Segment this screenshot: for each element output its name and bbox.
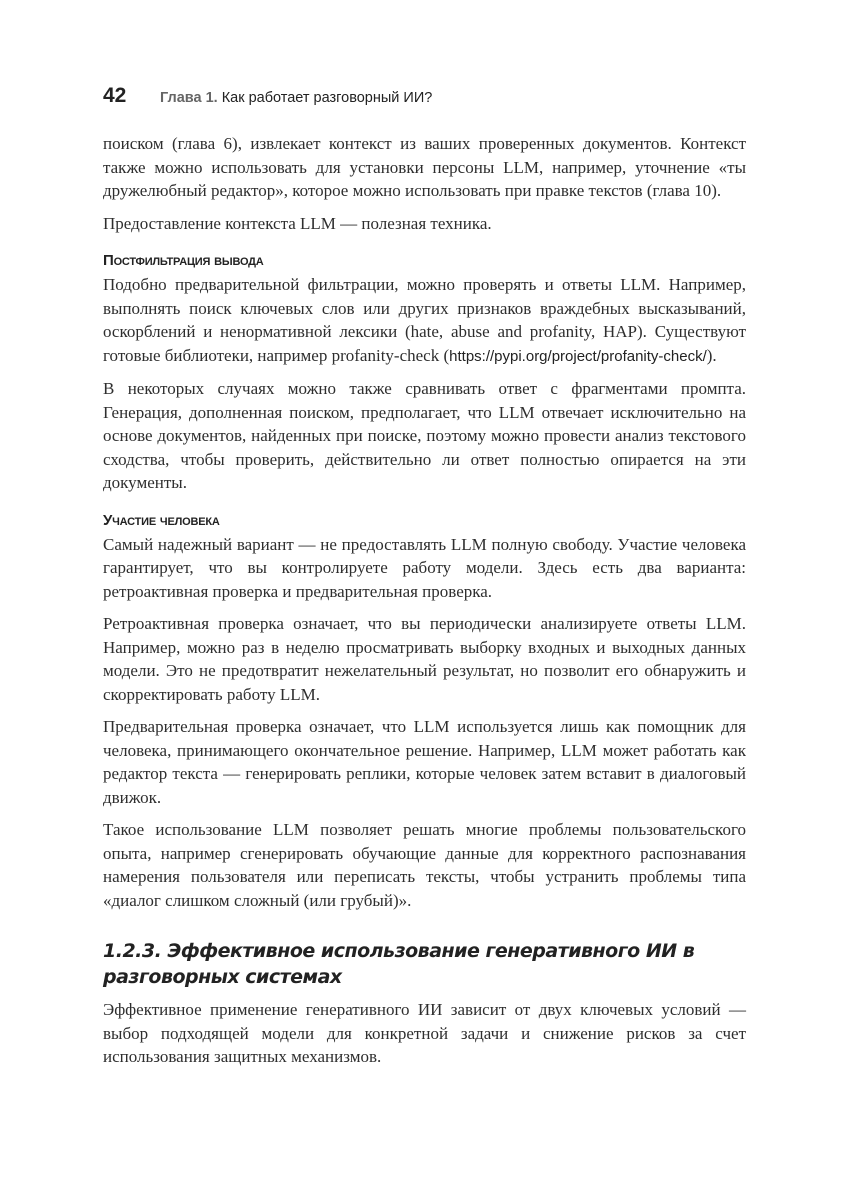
paragraph-text: ). <box>706 345 717 365</box>
paragraph <box>103 273 746 368</box>
subsection-heading-human: Участие человека <box>103 511 220 529</box>
paragraph: Предоставление контекста LLM — полезная техника. <box>103 213 492 233</box>
paragraph: Ретроактивная проверка означает, что вы периодически анализируете ответы LLM. Например, можно раз в неделю просматривать выборку входных и выходных данных модели. Это не предотвратит нежелательный результат, но позволит его обнаружить и скорректировать работу LLM. <box>103 614 746 704</box>
chapter-title: Как работает разговорный ИИ? <box>221 90 433 106</box>
book-page <box>103 84 746 1078</box>
paragraph: В некоторых случаях можно также сравнивать ответ с фрагментами промпта. Генерация, дополненная поиском, предполагает, что LLM отвечает исключительно на основе документов, найденных при поиске, поэтому можно провести анализ текстового сходства, чтобы проверить, действительно ли ответ полностью опирается на эти документы. <box>103 379 746 492</box>
chapter-label: Глава 1. <box>160 90 218 106</box>
page-number: 42 <box>103 84 127 107</box>
subsection-heading-postfilter: Постфильтрация вывода <box>103 252 264 269</box>
paragraph: поиском (глава 6), извлекает контекст из ваших проверенных документов. Контекст также можно использовать для установки персоны LLM, например, уточнение «ты дружелюбный редактор», которое можно использовать при правке текстов (глава 10). <box>103 134 746 200</box>
running-header <box>103 84 746 114</box>
profanity-check-link[interactable]: https://pypi.org/project/profanity-check/ <box>449 347 707 365</box>
paragraph: Самый надежный вариант — не предоставлять LLM полную свободу. Участие человека гарантирует, что вы контролируете работу модели. Здесь есть два варианта: ретроактивная проверка и предварительная проверка. <box>103 534 746 601</box>
paragraph: Предварительная проверка означает, что LLM используется лишь как помощник для человека, принимающего окончательное решение. Например, LLM может работать как редактор текста — генерировать реплики, которые человек затем вставит в диалоговый движок. <box>103 717 746 807</box>
section-heading: 1.2.3. Эффективное использование генеративного ИИ в разговорных системах <box>103 940 695 988</box>
paragraph: Такое использование LLM позволяет решать многие проблемы пользовательского опыта, например сгенерировать обучающие данные для корректного распознавания намерения пользователя или переписать тексты, чтобы устранить проблемы типа «диалог слишком сложный (или грубый)». <box>103 820 746 910</box>
paragraph: Эффективное применение генеративного ИИ зависит от двух ключевых условий — выбор подходящей модели для конкретной задачи и снижение рисков за счет использования защитных механизмов. <box>103 1000 746 1066</box>
paragraph-text: Подобно предварительной фильтрации, можно проверять и ответы LLM. Например, выполнять поиск ключевых слов или других признаков враждебных высказываний, оскорблений и ненормативной лексики (hate, abuse and profanity, HAP). Существуют готовые библиотеки, например profanity-check ( <box>103 275 746 365</box>
